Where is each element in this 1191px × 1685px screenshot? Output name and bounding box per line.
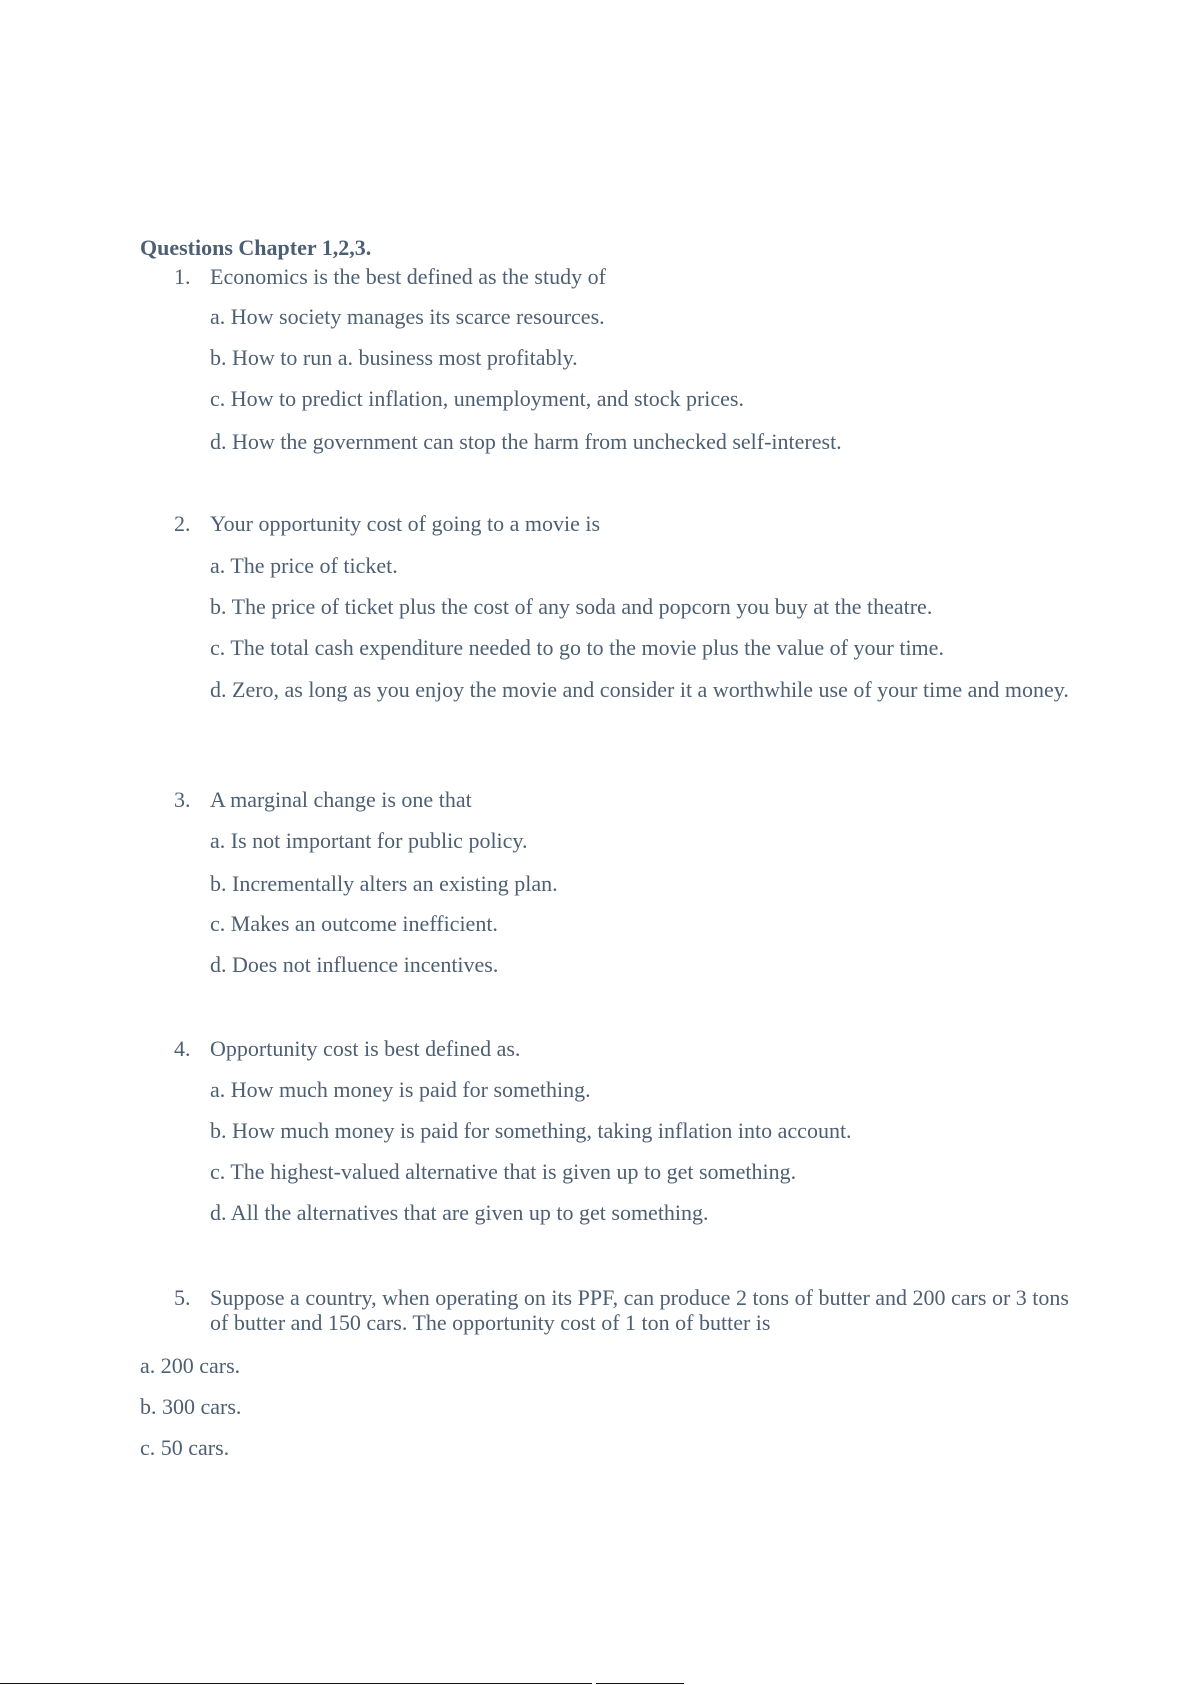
question-5-number: 5. bbox=[174, 1285, 191, 1310]
question-3-option-a: a. Is not important for public policy. bbox=[210, 828, 528, 853]
question-2-text: Your opportunity cost of going to a movie is bbox=[210, 511, 601, 536]
question-5-text: Suppose a country, when operating on its PPF, can produce 2 tons of butter and 200 cars or 3 tons of butter and 150 cars. The opportunity cost of 1 ton of butter is bbox=[210, 1285, 1069, 1335]
question-1-option-a: a. How society manages its scarce resources. bbox=[210, 304, 605, 329]
question-3-text: A marginal change is one that bbox=[210, 787, 472, 812]
question-3-option-c: c. Makes an outcome inefficient. bbox=[210, 911, 498, 936]
question-4-option-b: b. How much money is paid for something, taking inflation into account. bbox=[210, 1118, 852, 1143]
page-title: Questions Chapter 1,2,3. bbox=[140, 235, 372, 260]
question-4-option-d: d. All the alternatives that are given up to get something. bbox=[210, 1200, 709, 1225]
question-5-option-c: c. 50 cars. bbox=[140, 1435, 230, 1460]
question-4-option-c: c. The highest-valued alternative that is given up to get something. bbox=[210, 1159, 797, 1184]
question-2-option-b: b. The price of ticket plus the cost of any soda and popcorn you buy at the theatre. bbox=[210, 594, 933, 619]
question-1-option-b: b. How to run a. business most profitably. bbox=[210, 345, 578, 370]
question-2-option-a: a. The price of ticket. bbox=[210, 553, 398, 578]
question-3-option-d: d. Does not influence incentives. bbox=[210, 952, 499, 977]
question-1-option-c: c. How to predict inflation, unemployment, and stock prices. bbox=[210, 386, 744, 411]
question-5-option-a: a. 200 cars. bbox=[140, 1353, 241, 1378]
question-1-number: 1. bbox=[174, 264, 191, 289]
footer-rule bbox=[0, 1683, 592, 1684]
question-4-number: 4. bbox=[174, 1036, 191, 1061]
question-1-option-d: d. How the government can stop the harm from unchecked self-interest. bbox=[210, 429, 842, 454]
question-2-number: 2. bbox=[174, 511, 191, 536]
question-3-option-b: b. Incrementally alters an existing plan. bbox=[210, 871, 558, 896]
question-2-option-c: c. The total cash expenditure needed to go to the movie plus the value of your time. bbox=[210, 635, 944, 660]
question-3-number: 3. bbox=[174, 787, 191, 812]
question-1-text: Economics is the best defined as the study of bbox=[210, 264, 606, 289]
footer-rule-short bbox=[596, 1683, 684, 1684]
question-5-option-b: b. 300 cars. bbox=[140, 1394, 242, 1419]
question-4-text: Opportunity cost is best defined as. bbox=[210, 1036, 521, 1061]
question-4-option-a: a. How much money is paid for something. bbox=[210, 1077, 591, 1102]
question-2-option-d: d. Zero, as long as you enjoy the movie and consider it a worthwhile use of your time and money. bbox=[210, 677, 1069, 702]
